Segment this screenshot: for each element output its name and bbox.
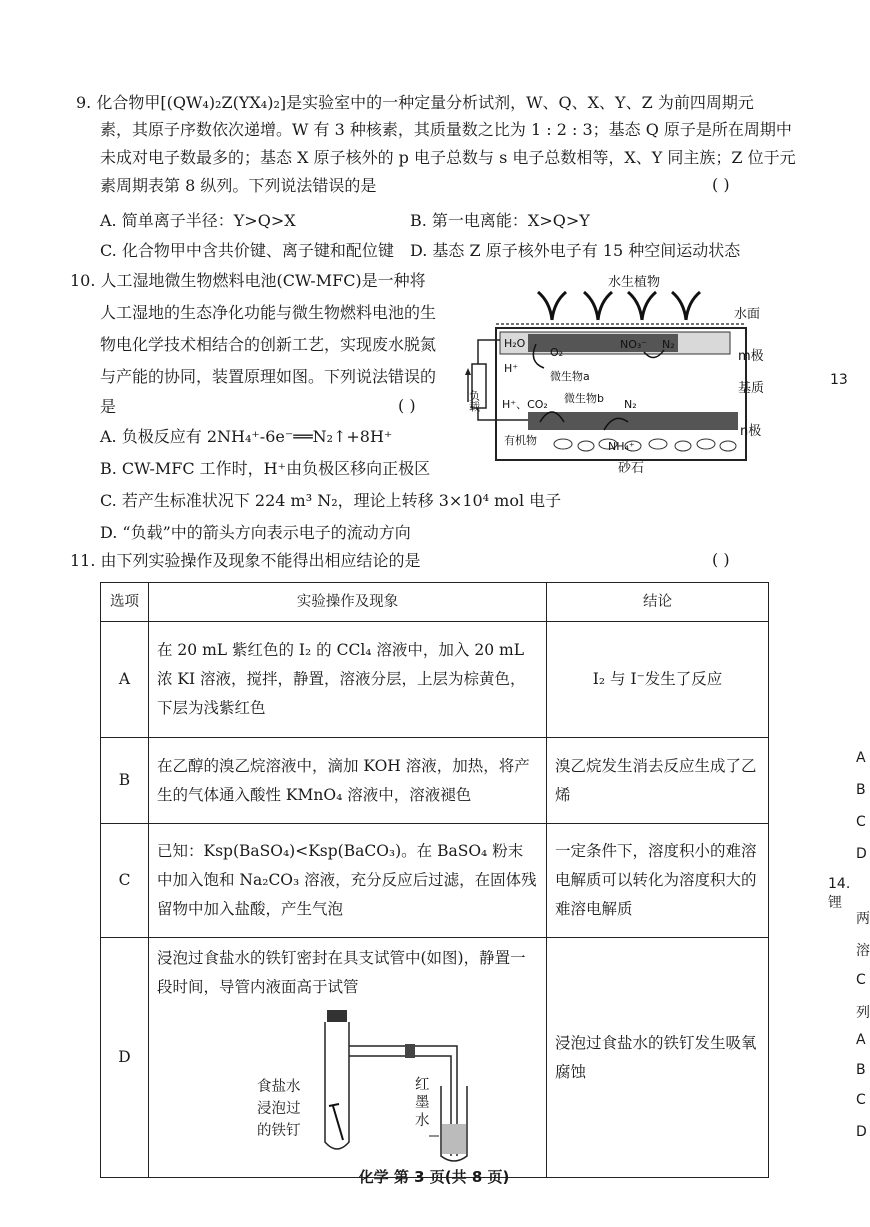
q10-answer-paren: ( ): [398, 396, 416, 415]
label-h-co2: H⁺、CO₂: [502, 398, 548, 411]
side-a2: A: [856, 1032, 866, 1048]
side-c: C: [856, 814, 866, 830]
side-c2: C: [856, 972, 866, 988]
row-d-conclusion: 浸泡过食盐水的铁钉发生吸氧腐蚀: [547, 938, 769, 1178]
table-row: [101, 824, 769, 938]
q10-option-b: B. CW-MFC 工作时，H⁺由负极区移向正极区: [100, 459, 431, 478]
side-d: D: [856, 846, 867, 862]
side-q14: 14. 锂: [828, 876, 851, 911]
fig-label-salt-water: 食盐水: [257, 1079, 301, 1095]
row-a-conclusion: I₂ 与 I⁻发生了反应: [547, 622, 769, 738]
label-microbe-a: 微生物a: [550, 370, 590, 383]
q9-option-d: D. 基态 Z 原子核外电子有 15 种空间运动状态: [410, 241, 741, 260]
cw-mfc-diagram: [467, 272, 780, 476]
fig-label-iron-nail: 的铁钉: [257, 1123, 301, 1139]
label-organic: 有机物: [504, 434, 537, 447]
label-matrix: 基质: [738, 381, 765, 396]
label-nh4: NH₄⁺: [608, 440, 635, 453]
label-n-electrode: n极: [740, 424, 762, 439]
table-row: [101, 622, 769, 738]
side-ch1: 两: [856, 911, 870, 927]
side-ch2: 溶: [856, 943, 870, 959]
tube-apparatus: [157, 1006, 535, 1166]
q10-option-a: A. 负极反应有 2NH₄⁺-6e⁻══N₂↑+8H⁺: [100, 427, 393, 446]
fig-label-shui: 水: [415, 1113, 430, 1129]
row-d-operation: 浸泡过食盐水的铁钉密封在具支试管中(如图)，静置一段时间，导管内液面高于试管: [157, 949, 526, 996]
q9-option-c: C. 化合物甲中含共价键、离子键和配位键: [100, 241, 394, 260]
q11-table: [100, 582, 769, 1178]
row-b-operation: 在乙醇的溴乙烷溶液中，滴加 KOH 溶液，加热，将产生的气体通入酸性 KMnO₄ 溶液中，溶液褪色: [149, 738, 547, 824]
q10-line1: 10. 人工湿地微生物燃料电池(CW-MFC)是一种将: [70, 271, 426, 290]
row-b-option: B: [101, 738, 149, 824]
label-gravel: 砂石: [618, 461, 645, 476]
fig-label-soaked: 浸泡过: [257, 1101, 301, 1117]
row-d-option: D: [101, 938, 149, 1178]
side-b2: B: [856, 1062, 866, 1078]
q9-line4: 素周期表第 8 纵列。下列说法错误的是: [100, 176, 377, 195]
row-c-operation: 已知：Ksp(BaSO₄)<Ksp(BaCO₃)。在 BaSO₄ 粉末中加入饱和 Na₂CO₃ 溶液，充分反应后过滤，在固体残留物中加入盐酸，产生气泡: [149, 824, 547, 938]
side-13: 13: [830, 372, 848, 388]
fig-label-mo: 墨: [415, 1095, 430, 1111]
row-a-operation: 在 20 mL 紫红色的 I₂ 的 CCl₄ 溶液中，加入 20 mL 浓 KI 溶液，搅拌，静置，溶液分层，上层为棕黄色，下层为浅紫红色: [149, 622, 547, 738]
q10-option-d: D. “负载”中的箭头方向表示电子的流动方向: [100, 523, 411, 542]
row-a-option: A: [101, 622, 149, 738]
q11-answer-paren: ( ): [712, 550, 730, 569]
label-no3: NO₃⁻: [620, 338, 648, 351]
q9-option-a: A. 简单离子半径：Y>Q>X: [100, 211, 296, 230]
row-d-operation-cell: [149, 938, 547, 1178]
table-row: [101, 938, 769, 1178]
label-plant: 水生植物: [608, 275, 661, 290]
header-operation: 实验操作及现象: [149, 583, 547, 622]
side-c3: C: [856, 1092, 866, 1108]
q10-line5: 是: [100, 397, 117, 416]
side-d2: D: [856, 1124, 867, 1140]
fig-right-labels: [415, 1076, 430, 1130]
label-load: 负载: [467, 390, 481, 412]
label-microbe-b: 微生物b: [564, 392, 604, 405]
q9-answer-paren: ( ): [712, 175, 730, 194]
table-header-row: [101, 583, 769, 622]
q10-line4: 与产能的协同，装置原理如图。下列说法错误的: [100, 367, 437, 386]
q10-line2: 人工湿地的生态净化功能与微生物燃料电池的生: [100, 303, 437, 322]
side-b: B: [856, 782, 866, 798]
page-footer: 化学 第 3 页(共 8 页): [358, 1168, 510, 1186]
q10-option-c: C. 若产生标准状况下 224 m³ N₂，理论上转移 3×10⁴ mol 电子: [100, 491, 562, 510]
row-c-option: C: [101, 824, 149, 938]
label-h-plus: H⁺: [504, 362, 519, 375]
label-h2o: H₂O: [504, 337, 526, 350]
fig-left-labels: [257, 1076, 301, 1142]
side-ch3: 列: [856, 1005, 870, 1021]
q9-option-b: B. 第一电离能：X>Q>Y: [410, 211, 590, 230]
label-water: 水面: [734, 307, 761, 322]
label-m-electrode: m极: [738, 349, 764, 364]
label-o2: O₂: [550, 346, 564, 359]
q9-line1: 9. 化合物甲[(QW₄)₂Z(YX₄)₂]是实验室中的一种定量分析试剂，W、Q、X、Y、Z 为前四周期元: [76, 93, 754, 112]
corrosion-figure: [157, 1006, 538, 1166]
label-n2-bottom: N₂: [624, 398, 637, 411]
header-conclusion: 结论: [547, 583, 769, 622]
fig-label-hong: 红: [415, 1077, 430, 1093]
q9-line2: 素，其原子序数依次递增。W 有 3 种核素，其质量数之比为 1 : 2 : 3；基态 Q 原子是所在周期中: [100, 120, 792, 139]
side-a: A: [856, 750, 866, 766]
row-b-conclusion: 溴乙烷发生消去反应生成了乙烯: [547, 738, 769, 824]
table-row: [101, 738, 769, 824]
label-n2-top: N₂: [662, 338, 675, 351]
row-c-conclusion: 一定条件下，溶度积小的难溶电解质可以转化为溶度积大的难溶电解质: [547, 824, 769, 938]
q11-stem: 11. 由下列实验操作及现象不能得出相应结论的是: [70, 551, 421, 570]
header-option: 选项: [101, 583, 149, 622]
q9-line3: 未成对电子数最多的；基态 X 原子核外的 p 电子总数与 s 电子总数相等，X、Y 同主族；Z 位于元: [100, 148, 796, 167]
q10-line3: 物电化学技术相结合的创新工艺，实现废水脱氮: [100, 335, 437, 354]
